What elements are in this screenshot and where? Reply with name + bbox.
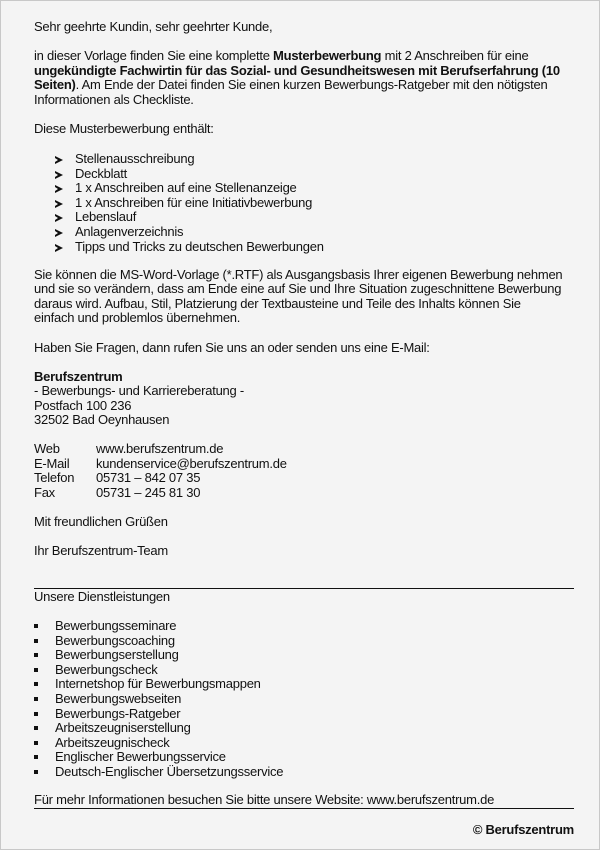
list-item-label: Stellenausschreibung [75,151,195,166]
list-item-label: Bewerbungscheck [55,661,158,677]
list-item-label: 1 x Anschreiben auf eine Stellenanzeige [75,180,297,196]
list-item [34,210,574,225]
arrow-bullet-icon [55,214,63,222]
contents-heading: Diese Musterbewerbung enthält: [34,121,214,136]
square-bullet-icon [34,770,38,774]
contact-row-email [34,457,574,472]
list-item [34,152,574,167]
sender-tagline: - Bewerbungs- und Karriereberatung - [34,383,244,398]
intro-bold-seiten: Seiten) [34,77,76,92]
sender-name: Berufszentrum [34,369,123,384]
contact-label: Fax [34,484,55,500]
footer-divider [34,808,574,809]
list-item [34,240,574,255]
list-item-label: Bewerbungs-Ratgeber [55,705,181,721]
contact-label: Web [34,441,60,456]
closing: Mit freundlichen Grüßen [34,514,168,529]
square-bullet-icon [34,697,38,701]
list-item-label: Arbeitszeugnischeck [55,734,170,750]
square-bullet-icon [34,726,38,730]
contact-label: E-Mail [34,455,70,471]
sender-city: 32502 Bad Oeynhausen [34,412,170,427]
contact-row-fax [34,486,574,501]
list-item-label: Bewerbungsseminare [55,618,177,633]
intro-line-1 [34,49,528,64]
list-item [34,677,574,692]
list-item [34,765,574,780]
list-item [34,750,574,765]
list-item-label: Tipps und Tricks zu deutschen Bewerbungen [75,238,324,254]
square-bullet-icon [34,639,38,643]
list-item [34,736,574,751]
intro-line-2: ungekündigte Fachwirtin für das Sozial- und Gesundheitswesen mit Berufserfahrung (10 [34,63,560,78]
list-item-label: Anlagenverzeichnis [75,223,184,239]
list-item-label: Deutsch-Englischer Übersetzungsservice [55,763,284,779]
web-link[interactable]: www.berufszentrum.de [96,441,224,456]
phone-value: 05731 – 842 07 35 [96,470,201,486]
list-item [34,225,574,240]
services-heading: Unsere Dienstleistungen [34,589,170,604]
arrow-bullet-icon [55,156,63,164]
square-bullet-icon [34,653,38,657]
intro-line-4: Informationen als Checkliste. [34,92,194,107]
list-item [34,663,574,678]
arrow-bullet-icon [55,171,63,179]
list-item [34,196,574,211]
square-bullet-icon [34,668,38,672]
fax-value: 05731 – 245 81 30 [96,484,201,500]
list-item [34,634,574,649]
list-item-label: Deckblatt [75,165,127,181]
sender-postbox: Postfach 100 236 [34,398,132,413]
list-item [34,707,574,722]
list-item [34,721,574,736]
contact-label: Telefon [34,470,75,486]
list-item-label: 1 x Anschreiben für eine Initiativbewerbung [75,194,313,210]
contents-list [34,152,574,254]
arrow-bullet-icon [55,185,63,193]
usage-line-2: und sie so verändern, dass am Ende eine auf Sie und Ihre Situation zugeschnittene Bewerbung [34,281,562,296]
list-item [34,181,574,196]
intro-line-3 [34,78,547,93]
salutation: Sehr geehrte Kundin, sehr geehrter Kunde, [34,19,273,34]
usage-line-3: daraus wird. Aufbau, Stil, Platzierung der Textbausteine und Teile des Inhalts können Sie [34,296,521,311]
questions-text: Haben Sie Fragen, dann rufen Sie uns an oder senden uns eine E-Mail: [34,340,430,355]
square-bullet-icon [34,624,38,628]
arrow-bullet-icon [55,200,63,208]
more-info-text: Für mehr Informationen besuchen Sie bitte unsere Website: www.berufszentrum.de [34,792,495,807]
copyright: © Berufszentrum [472,822,574,837]
list-item [34,648,574,663]
contact-row-web [34,442,574,457]
intro-text: in dieser Vorlage finden Sie eine komplette [34,48,274,63]
square-bullet-icon [34,712,38,716]
list-item-label: Bewerbungserstellung [55,647,179,663]
signature: Ihr Berufszentrum-Team [34,543,168,558]
services-list [34,619,574,780]
intro-bold-musterbewerbung: Musterbewerbung [273,48,382,63]
square-bullet-icon [34,741,38,745]
square-bullet-icon [34,682,38,686]
list-item-label: Bewerbungswebseiten [55,690,182,706]
square-bullet-icon [34,755,38,759]
contact-block [34,442,574,500]
list-item [34,692,574,707]
list-item-label: Bewerbungscoaching [55,632,175,648]
intro-text: . Am Ende der Datei finden Sie einen kurzen Bewerbungs-Ratgeber mit den nötigsten [75,77,548,92]
list-item-label: Englischer Bewerbungsservice [55,749,226,765]
email-link[interactable]: kundenservice@berufszentrum.de [96,455,287,471]
list-item [34,619,574,634]
list-item-label: Internetshop für Bewerbungsmappen [55,676,261,692]
arrow-bullet-icon [55,244,63,252]
contact-row-phone [34,471,574,486]
list-item-label: Arbeitszeugniserstellung [55,720,191,736]
arrow-bullet-icon [55,229,63,237]
usage-line-4: einfach und problemlos übernehmen. [34,310,241,325]
usage-line-1: Sie können die MS-Word-Vorlage (*.RTF) als Ausgangsbasis Ihrer eigenen Bewerbung nehmen [34,267,563,282]
list-item [34,167,574,182]
intro-text: mit 2 Anschreiben für eine [381,48,529,63]
list-item-label: Lebenslauf [75,209,137,225]
